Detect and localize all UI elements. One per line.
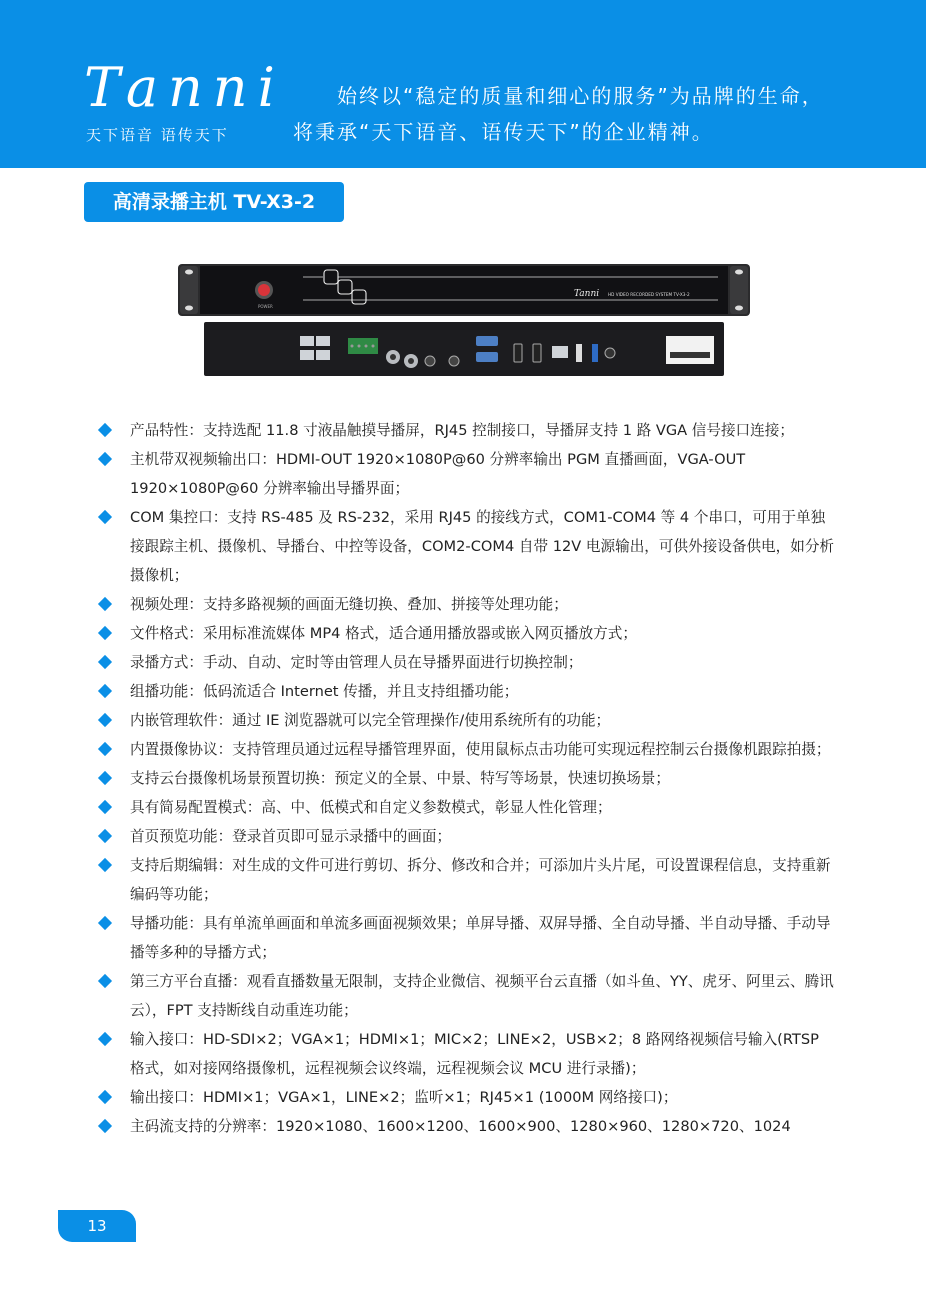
slogan-line-1: 始终以“稳定的质量和细心的服务”为品牌的生命， (337, 84, 824, 108)
list-item: 输入接口：HD-SDI×2；VGA×1；HDMI×1；MIC×2；LINE×2，USB×2；8 路网络视频信号输入(RTSP 格式，如对接网络摄像机，远程视频会议终端，远程视频会议 MCU 进行录播)； (98, 1025, 838, 1083)
list-item: 主机带双视频输出口：HDMI-OUT 1920×1080P@60 分辨率输出 PGM 直播画面，VGA-OUT 1920×1080P@60 分辨率输出导播界面； (98, 445, 838, 503)
front-model-label: HD VIDEO RECORDED SYSTEM TV-X3-2 (608, 292, 690, 297)
power-label: POWER (258, 304, 273, 309)
diamond-bullet-icon (98, 597, 112, 611)
list-item: 第三方平台直播：观看直播数量无限制，支持企业微信、视频平台云直播（如斗鱼、YY、虎牙、阿里云、腾讯云），FPT 支持断线自动重连功能； (98, 967, 838, 1025)
diamond-bullet-icon (98, 771, 112, 785)
header-banner (0, 0, 926, 168)
list-item: COM 集控口：支持 RS-485 及 RS-232，采用 RJ45 的接线方式，COM1-COM4 等 4 个串口，可用于单独接跟踪主机、摄像机、导播台、中控等设备，COM2-COM4 自带 12V 电源输出，可供外接设备供电，如分析摄像机； (98, 503, 838, 590)
diamond-bullet-icon (98, 423, 112, 437)
diamond-bullet-icon (98, 510, 112, 524)
diamond-bullet-icon (98, 1032, 112, 1046)
list-item: 内置摄像协议：支持管理员通过远程导播管理界面，使用鼠标点击功能可实现远程控制云台摄像机跟踪拍摄； (98, 735, 838, 764)
list-item: 输出接口：HDMI×1；VGA×1，LINE×2；监听×1；RJ45×1 (1000M 网络接口)； (98, 1083, 838, 1112)
list-item: 支持云台摄像机场景预置切换：预定义的全景、中景、特写等场景，快速切换场景； (98, 764, 838, 793)
list-item: 组播功能：低码流适合 Internet 传播，并且支持组播功能； (98, 677, 838, 706)
diamond-bullet-icon (98, 974, 112, 988)
slogan-line-2: 将秉承“天下语音、语传天下”的企业精神。 (293, 120, 714, 144)
diamond-bullet-icon (98, 713, 112, 727)
diamond-bullet-icon (98, 1090, 112, 1104)
product-title: 高清录播主机 TV-X3-2 (84, 182, 344, 222)
page-number: 13 (58, 1210, 136, 1242)
diamond-bullet-icon (98, 1119, 112, 1133)
brand-tagline: 天下语音 语传天下 (86, 126, 229, 144)
list-item: 产品特性：支持选配 11.8 寸液晶触摸导播屏，RJ45 控制接口，导播屏支持 1 路 VGA 信号接口连接； (98, 416, 838, 445)
brand-logo: Tanni (84, 56, 285, 119)
diamond-bullet-icon (98, 626, 112, 640)
list-item: 视频处理：支持多路视频的画面无缝切换、叠加、拼接等处理功能； (98, 590, 838, 619)
diamond-bullet-icon (98, 452, 112, 466)
diamond-bullet-icon (98, 916, 112, 930)
diamond-bullet-icon (98, 800, 112, 814)
list-item: 内嵌管理软件：通过 IE 浏览器就可以完全管理操作/使用系统所有的功能； (98, 706, 838, 735)
diamond-bullet-icon (98, 684, 112, 698)
list-item: 具有简易配置模式：高、中、低模式和自定义参数模式，彰显人性化管理； (98, 793, 838, 822)
diamond-bullet-icon (98, 829, 112, 843)
front-brand: Tanni (574, 289, 600, 299)
list-item: 文件格式：采用标准流媒体 MP4 格式，适合通用播放器或嵌入网页播放方式； (98, 619, 838, 648)
list-item: 录播方式：手动、自动、定时等由管理人员在导播界面进行切换控制； (98, 648, 838, 677)
product-photo (178, 262, 750, 376)
diamond-bullet-icon (98, 655, 112, 669)
list-item: 支持后期编辑：对生成的文件可进行剪切、拆分、修改和合并；可添加片头片尾，可设置课程信息，支持重新编码等功能； (98, 851, 838, 909)
diamond-bullet-icon (98, 858, 112, 872)
diamond-bullet-icon (98, 742, 112, 756)
list-item: 首页预览功能：登录首页即可显示录播中的画面； (98, 822, 838, 851)
list-item: 导播功能：具有单流单画面和单流多画面视频效果；单屏导播、双屏导播、全自动导播、半自动导播、手动导播等多种的导播方式； (98, 909, 838, 967)
feature-list (98, 416, 838, 1141)
list-item: 主码流支持的分辨率：1920×1080、1600×1200、1600×900、1280×960、1280×720、1024 (98, 1112, 838, 1141)
